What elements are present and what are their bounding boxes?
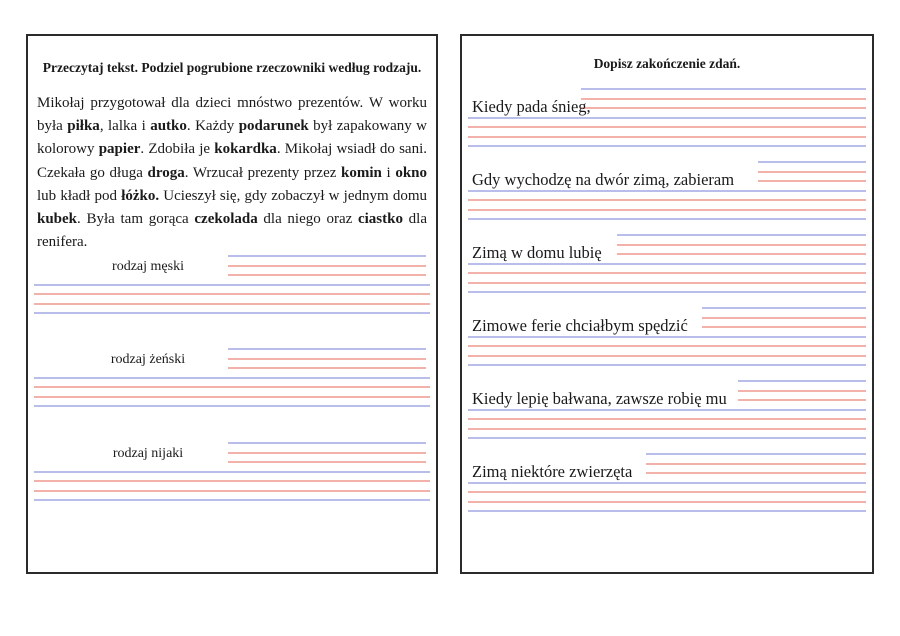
category-label-1: rodzaj męski	[112, 259, 184, 274]
sentence-prompt-3: Zimą w domu lubię	[472, 243, 602, 262]
rule-prompt-3-short-0	[702, 307, 866, 309]
rule-prompt-4-full-2	[468, 428, 866, 430]
sentence-prompt-1: Kiedy pada śnieg,	[472, 97, 591, 116]
rule-cat-2-short-1	[228, 452, 426, 454]
rule-prompt-5-full-3	[468, 510, 866, 512]
rule-prompt-1-short-0	[758, 161, 866, 163]
story-text: . Każdy	[186, 118, 239, 135]
sentence-prompt-2: Gdy wychodzę na dwór zimą, zabieram	[472, 170, 735, 189]
rule-cat-2-short-0	[228, 442, 426, 444]
rule-prompt-0-full-1	[468, 126, 866, 128]
rule-cat-1-full-2	[34, 396, 430, 398]
rule-prompt-4-short-2	[738, 399, 866, 401]
rule-cat-0-short-1	[228, 265, 426, 267]
left-panel-title: Przeczytaj tekst. Podziel pogrubione rzeczowniki według rodzaju.	[42, 60, 422, 75]
sentence-prompt-4: Zimowe ferie chciałbym spędzić	[472, 316, 688, 335]
rule-prompt-2-full-1	[468, 272, 866, 274]
rule-prompt-5-full-0	[468, 482, 866, 484]
rule-cat-1-short-2	[228, 367, 426, 369]
rule-prompt-1-full-1	[468, 199, 866, 201]
rule-cat-0-short-0	[228, 255, 426, 257]
story-bold-noun: kokardka	[214, 141, 277, 158]
rule-prompt-0-full-3	[468, 145, 866, 147]
rule-cat-0-full-0	[34, 284, 430, 286]
rule-cat-1-full-3	[34, 405, 430, 407]
story-bold-noun: piłka	[67, 118, 100, 135]
rule-cat-2-full-0	[34, 471, 430, 473]
story-text: dla niego oraz	[257, 211, 358, 228]
rule-prompt-5-short-1	[646, 463, 866, 465]
story-paragraph	[37, 92, 427, 254]
story-text: . Zdobiła je	[140, 141, 215, 158]
rule-prompt-1-full-3	[468, 218, 866, 220]
rule-prompt-2-short-0	[617, 234, 866, 236]
story-bold-noun: kubek	[37, 211, 78, 228]
rule-prompt-3-full-0	[468, 336, 866, 338]
rule-prompt-3-short-1	[702, 317, 866, 319]
rule-prompt-0-full-0	[468, 117, 866, 119]
story-bold-noun: komin	[341, 164, 382, 181]
rule-prompt-1-full-0	[468, 190, 866, 192]
story-text: . Mikołaj wsiadł do sani. Czekała go długa	[37, 141, 428, 181]
rule-prompt-0-short-0	[581, 88, 866, 90]
category-label-3: rodzaj nijaki	[112, 446, 184, 461]
rule-prompt-4-full-1	[468, 418, 866, 420]
story-text: Mikołaj przygotował dla dzieci mnóstwo prezentów. W worku była	[37, 95, 427, 135]
rule-cat-2-full-3	[34, 499, 430, 501]
story-text: lub kładł pod	[37, 187, 122, 204]
rule-cat-2-full-1	[34, 480, 430, 482]
rule-prompt-3-short-2	[702, 326, 866, 328]
story-text: . Wrzucał prezenty przez	[184, 164, 342, 181]
rule-prompt-2-short-1	[617, 244, 866, 246]
category-label-2: rodzaj żeński	[110, 352, 186, 367]
left-panel	[26, 34, 438, 574]
rule-cat-2-short-2	[228, 461, 426, 463]
rule-cat-2-full-2	[34, 490, 430, 492]
rule-prompt-3-full-1	[468, 345, 866, 347]
rule-prompt-4-short-0	[738, 380, 866, 382]
rule-prompt-5-full-1	[468, 491, 866, 493]
rule-prompt-3-full-3	[468, 364, 866, 366]
story-text: . Była tam gorąca	[77, 211, 195, 228]
rule-cat-1-short-1	[228, 358, 426, 360]
story-text: dla renifera.	[37, 211, 427, 251]
rule-cat-0-full-1	[34, 293, 430, 295]
rule-prompt-2-full-0	[468, 263, 866, 265]
story-bold-noun: autko	[150, 118, 187, 135]
rule-prompt-0-short-1	[581, 98, 866, 100]
sentence-prompt-5: Kiedy lepię bałwana, zawsze robię mu	[472, 389, 727, 408]
sentence-prompt-6: Zimą niektóre zwierzęta	[472, 462, 633, 481]
story-bold-noun: papier	[98, 141, 141, 158]
rule-prompt-4-full-0	[468, 409, 866, 411]
rule-cat-1-short-0	[228, 348, 426, 350]
rule-cat-1-full-1	[34, 386, 430, 388]
right-panel	[460, 34, 874, 574]
story-bold-noun: czekolada	[194, 211, 258, 228]
story-text: , lalka i	[99, 118, 151, 135]
rule-prompt-5-short-2	[646, 472, 866, 474]
rule-prompt-0-short-2	[581, 107, 866, 109]
story-bold-noun: ciastko	[357, 211, 403, 228]
story-bold-noun: podarunek	[238, 118, 309, 135]
rule-cat-0-full-2	[34, 303, 430, 305]
rule-prompt-2-full-3	[468, 291, 866, 293]
rule-prompt-2-full-2	[468, 282, 866, 284]
story-text: Ucieszył się, gdy zobaczył w jednym domu	[159, 187, 427, 204]
rule-prompt-1-short-1	[758, 171, 866, 173]
rule-prompt-3-full-2	[468, 355, 866, 357]
rule-prompt-2-short-2	[617, 253, 866, 255]
story-bold-noun: droga	[147, 164, 185, 181]
rule-prompt-5-full-2	[468, 501, 866, 503]
rule-prompt-0-full-2	[468, 136, 866, 138]
rule-prompt-1-full-2	[468, 209, 866, 211]
right-panel-content	[462, 36, 872, 572]
right-panel-title: Dopisz zakończenie zdań.	[593, 56, 741, 71]
rule-prompt-1-short-2	[758, 180, 866, 182]
rule-prompt-4-full-3	[468, 437, 866, 439]
story-text: i	[381, 164, 396, 181]
rule-cat-0-short-2	[228, 274, 426, 276]
story-bold-noun: okno	[395, 164, 427, 181]
story-text: był zapakowany w kolorowy	[37, 118, 428, 158]
left-panel-content	[28, 36, 436, 572]
rule-cat-0-full-3	[34, 312, 430, 314]
story-bold-noun: łóżko.	[121, 187, 160, 204]
rule-cat-1-full-0	[34, 377, 430, 379]
rule-prompt-4-short-1	[738, 390, 866, 392]
rule-prompt-5-short-0	[646, 453, 866, 455]
